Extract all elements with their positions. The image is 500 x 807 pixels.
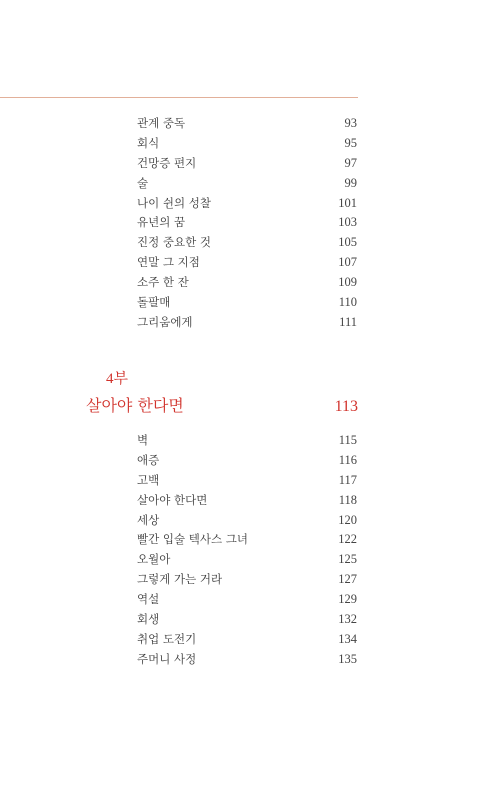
toc-entry-title: 소주 한 잔 xyxy=(137,275,189,290)
toc-entry[interactable] xyxy=(137,550,357,570)
toc-entry-page: 103 xyxy=(338,215,357,230)
toc-entry-page: 107 xyxy=(338,255,357,270)
toc-entry-page: 125 xyxy=(338,552,357,567)
toc-entry-title: 돌팔매 xyxy=(137,295,171,310)
toc-entry[interactable] xyxy=(137,174,357,194)
toc-list-part4 xyxy=(137,431,357,670)
toc-entry-page: 132 xyxy=(338,612,357,627)
toc-entry-title: 회식 xyxy=(137,135,160,150)
toc-entry[interactable] xyxy=(137,213,357,233)
toc-entry[interactable] xyxy=(137,590,357,610)
toc-entry-title: 세상 xyxy=(137,512,160,527)
toc-entry[interactable] xyxy=(137,431,357,451)
toc-entry-page: 117 xyxy=(338,472,357,487)
toc-entry-page: 116 xyxy=(338,452,357,467)
toc-entry[interactable] xyxy=(137,194,357,214)
toc-entry-page: 134 xyxy=(338,631,357,646)
toc-entry-page: 120 xyxy=(338,512,357,527)
toc-entry-title: 그렇게 가는 거라 xyxy=(137,572,223,587)
toc-entry-title: 그리움에게 xyxy=(137,314,193,329)
toc-entry-title: 관계 중독 xyxy=(137,116,186,130)
toc-entry-page: 95 xyxy=(344,135,357,150)
toc-entry-title: 술 xyxy=(137,175,149,190)
toc-entry[interactable] xyxy=(137,610,357,630)
toc-entry-title: 빨간 입술 텍사스 그녀 xyxy=(137,532,248,547)
toc-entry-page: 118 xyxy=(338,492,357,507)
toc-entry-page: 110 xyxy=(338,295,357,310)
toc-entry-title: 역설 xyxy=(137,592,160,607)
toc-entry[interactable] xyxy=(137,650,357,670)
toc-entry-title: 고백 xyxy=(137,472,160,487)
part-heading[interactable] xyxy=(86,395,358,418)
toc-entry-title: 벽 xyxy=(137,433,149,447)
toc-entry[interactable] xyxy=(137,451,357,471)
toc-list-part3 xyxy=(137,114,357,333)
toc-entry[interactable] xyxy=(137,253,357,273)
toc-entry-page: 99 xyxy=(344,175,357,190)
part-page-number: 113 xyxy=(334,398,358,415)
toc-entry[interactable] xyxy=(137,154,357,174)
toc-entry[interactable] xyxy=(137,134,357,154)
toc-entry-title: 진정 중요한 것 xyxy=(137,235,211,250)
toc-entry[interactable] xyxy=(137,313,357,333)
header-divider xyxy=(0,97,358,98)
toc-entry-title: 건망증 편지 xyxy=(137,155,197,170)
toc-entry-page: 115 xyxy=(338,433,357,447)
toc-entry-page: 101 xyxy=(338,195,357,210)
toc-entry[interactable] xyxy=(137,293,357,313)
toc-entry-title: 회생 xyxy=(137,612,160,627)
toc-entry[interactable] xyxy=(137,511,357,531)
toc-entry-page: 93 xyxy=(344,116,357,130)
toc-entry[interactable] xyxy=(137,471,357,491)
toc-entry[interactable] xyxy=(137,530,357,550)
toc-entry-page: 129 xyxy=(338,592,357,607)
toc-entry-page: 135 xyxy=(338,651,357,666)
toc-entry[interactable] xyxy=(137,114,357,134)
toc-entry[interactable] xyxy=(137,273,357,293)
toc-entry[interactable] xyxy=(137,630,357,650)
toc-entry-title: 취업 도전기 xyxy=(137,631,197,646)
toc-entry[interactable] xyxy=(137,233,357,253)
toc-entry-title: 오월아 xyxy=(137,552,171,567)
toc-entry[interactable] xyxy=(137,570,357,590)
toc-entry-title: 나이 쉰의 성찰 xyxy=(137,195,211,210)
toc-entry-title: 애증 xyxy=(137,452,160,467)
toc-entry[interactable] xyxy=(137,491,357,511)
toc-entry-page: 109 xyxy=(338,275,357,290)
part-title: 살아야 한다면 xyxy=(86,396,184,415)
toc-entry-title: 연말 그 지점 xyxy=(137,255,200,270)
toc-entry-page: 105 xyxy=(338,235,357,250)
toc-entry-page: 111 xyxy=(339,314,357,329)
toc-entry-page: 127 xyxy=(338,572,357,587)
toc-entry-page: 97 xyxy=(344,155,357,170)
part-number: 4부 xyxy=(106,371,128,387)
toc-entry-title: 주머니 사정 xyxy=(137,651,197,666)
toc-entry-title: 살아야 한다면 xyxy=(137,492,208,507)
toc-entry-title: 유년의 꿈 xyxy=(137,215,186,230)
toc-entry-page: 122 xyxy=(338,532,357,547)
